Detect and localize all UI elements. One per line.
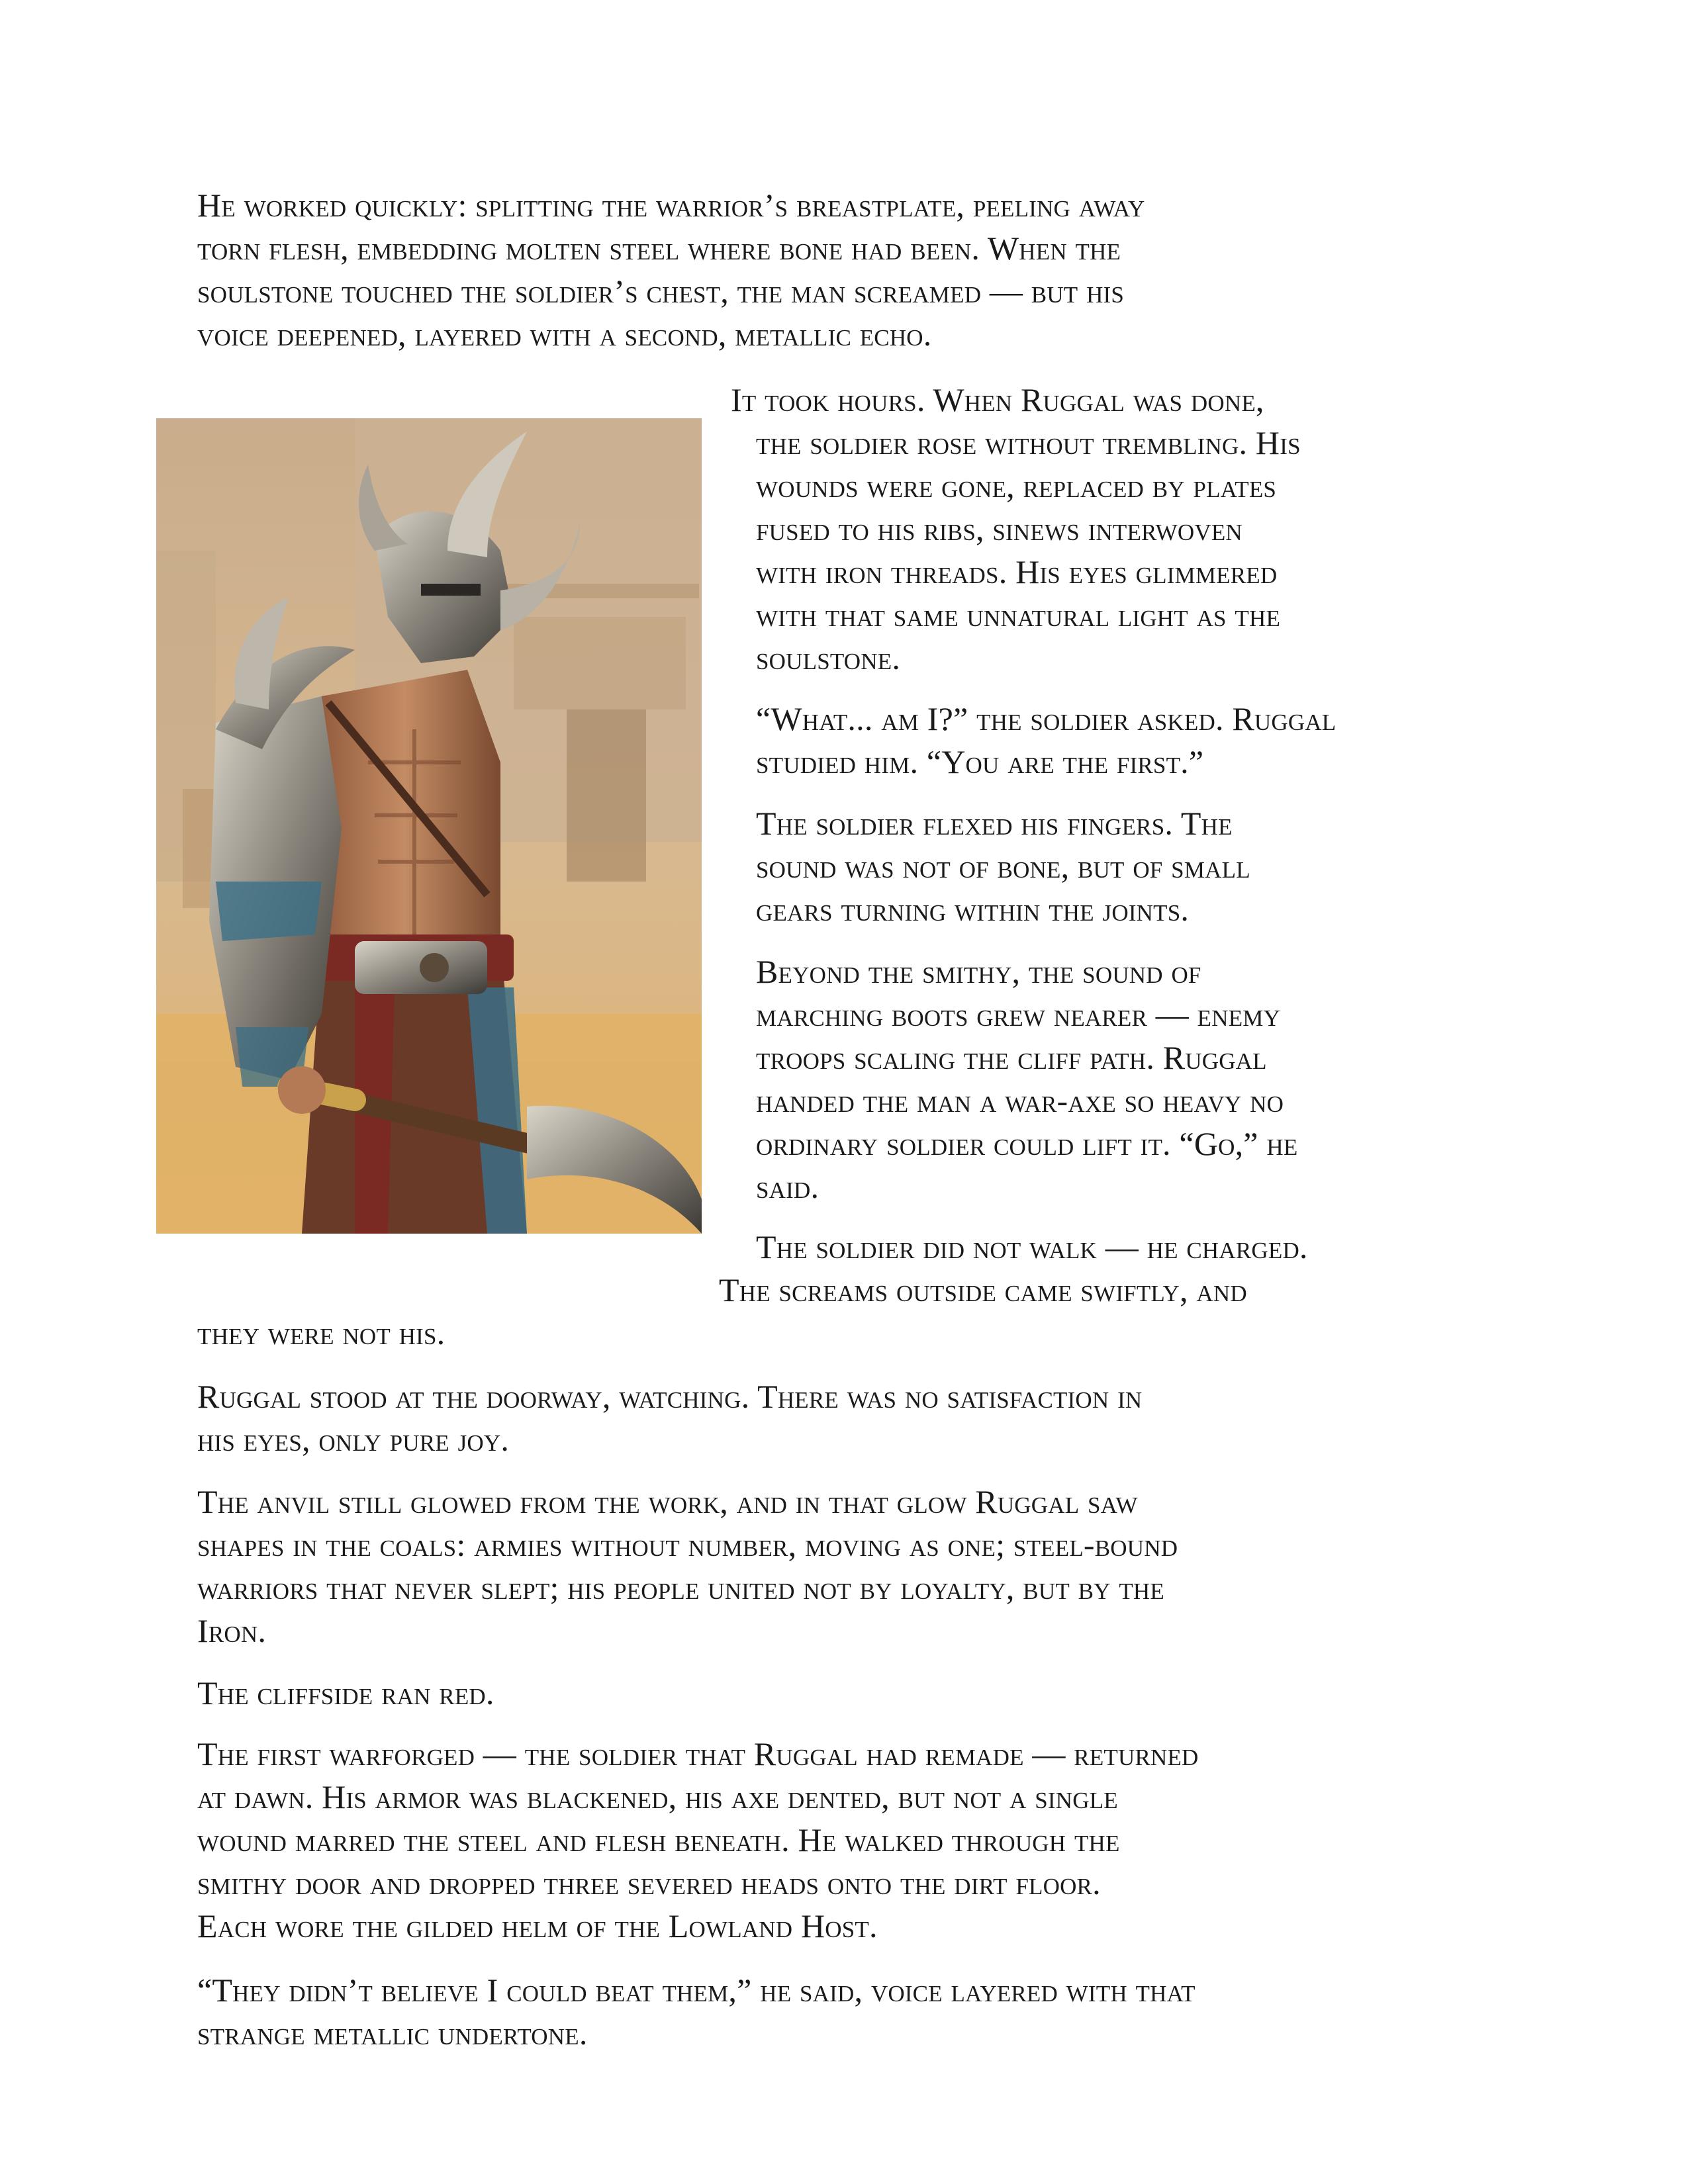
text-line: The cliffside ran red. [197, 1674, 494, 1711]
text-line: studied him. “You are the first.” [756, 743, 1204, 780]
text-line: marching boots grew nearer — enemy [756, 996, 1281, 1033]
text-line: at dawn. His armor was blackened, his axe dented, but not a single [197, 1778, 1118, 1815]
text-line: fused to his ribs, sinews interwoven [756, 510, 1243, 547]
paragraph-6-line-3 [197, 1312, 445, 1355]
paragraph-4 [756, 802, 1250, 931]
text-line: The first warforged — the soldier that Ruggal had remade — returned [197, 1735, 1199, 1772]
text-line: voice deepened, layered with a second, metallic echo. [197, 316, 932, 353]
text-line: with iron threads. His eyes glimmered [756, 553, 1278, 590]
text-line: Beyond the smithy, the sound of [756, 953, 1201, 990]
paragraph-1 [197, 184, 1145, 356]
text-line: they were not his. [197, 1314, 445, 1351]
text-line: soulstone. [756, 639, 901, 676]
text-line: Iron. [197, 1612, 267, 1649]
paragraph-9 [197, 1672, 494, 1715]
text-line: with that same unnatural light as the [756, 596, 1281, 633]
text-line: handed the man a war-axe so heavy no [756, 1082, 1284, 1119]
text-line: strange metallic undertone. [197, 2015, 588, 2052]
warrior-illustration [156, 418, 702, 1234]
text-line: The anvil still glowed from the work, and in that glow Ruggal saw [197, 1483, 1138, 1520]
text-line: He worked quickly: splitting the warrior’s breastplate, peeling away [197, 187, 1145, 224]
paragraph-2-continued [756, 422, 1301, 680]
paragraph-11 [197, 1969, 1196, 2055]
text-line: “What... am I?” the soldier asked. Ruggal [756, 700, 1336, 737]
text-line: warriors that never slept; his people united not by loyalty, but by the [197, 1569, 1164, 1606]
paragraph-5 [756, 950, 1297, 1208]
text-line: said. [756, 1168, 820, 1205]
text-line: The soldier flexed his fingers. The [756, 805, 1233, 842]
text-line: shapes in the coals: armies without number, moving as one; steel-bound [197, 1526, 1178, 1563]
text-line: troops scaling the cliff path. Ruggal [756, 1039, 1267, 1076]
paragraph-10 [197, 1733, 1199, 1948]
text-line: wounds were gone, replaced by plates [756, 467, 1277, 504]
paragraph-3 [756, 698, 1336, 784]
paragraph-8 [197, 1480, 1178, 1653]
text-line: gears turning within the joints. [756, 891, 1190, 928]
paragraph-6 [756, 1226, 1308, 1269]
text-line: his eyes, only pure joy. [197, 1421, 510, 1458]
text-line: Ruggal stood at the doorway, watching. There was no satisfaction in [197, 1378, 1143, 1415]
text-line: Each wore the gilded helm of the Lowland Host. [197, 1907, 878, 1944]
text-line: “They didn’t believe I could beat them,” he said, voice layered with that [197, 1972, 1196, 2009]
text-line: smithy door and dropped three severed heads onto the dirt floor. [197, 1864, 1101, 1901]
text-line: wound marred the steel and flesh beneath. He walked through the [197, 1821, 1120, 1858]
text-line: The screams outside came swiftly, and [719, 1271, 1247, 1308]
text-line: soulstone touched the soldier’s chest, the man screamed — but his [197, 273, 1125, 310]
paragraph-6-line-2 [719, 1269, 1247, 1312]
paragraph-7 [197, 1375, 1142, 1461]
armored-warrior-icon [156, 418, 702, 1234]
text-line: It took hours. When Ruggal was done, [731, 381, 1264, 418]
text-line: torn flesh, embedding molten steel where bone had been. When the [197, 230, 1121, 267]
text-line: The soldier did not walk — he charged. [756, 1228, 1308, 1265]
text-line: the soldier rose without trembling. His [756, 424, 1301, 461]
paragraph-2 [731, 379, 1264, 422]
text-line: sound was not of bone, but of small [756, 848, 1250, 885]
text-line: ordinary soldier could lift it. “Go,” he [756, 1125, 1298, 1162]
